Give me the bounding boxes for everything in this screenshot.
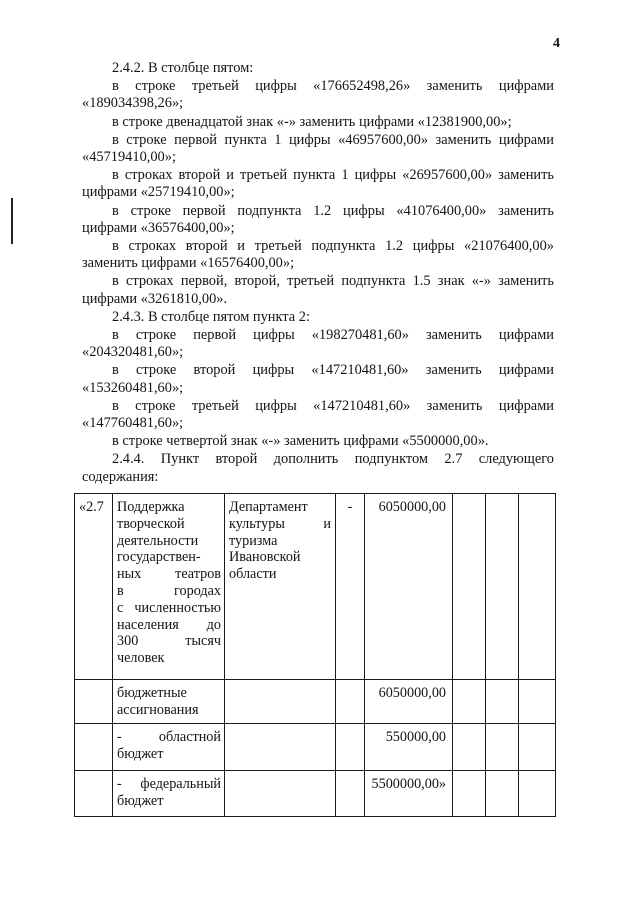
paragraph: в строках первой, второй, третьей подпункта 1.5 знак «-» заменить цифрами «3261810,00». (82, 273, 554, 307)
paragraph: 2.4.2. В столбце пятом: (112, 60, 254, 76)
row-dash (336, 771, 365, 817)
dept-line: культуры и (229, 515, 331, 532)
row-name: - федеральный бюджет (113, 771, 225, 817)
table-row (75, 724, 556, 771)
row-department (225, 494, 336, 680)
dept-line: туризма (229, 532, 278, 549)
dept-line: Ивановской (229, 549, 301, 566)
document-body (82, 60, 554, 486)
name-line: человек (117, 650, 165, 667)
row-amount: 550000,00 (365, 724, 453, 771)
name-line: государствен- (117, 549, 201, 566)
empty-cell (486, 680, 519, 724)
row-number (75, 724, 113, 771)
empty-cell (486, 771, 519, 817)
empty-cell (453, 680, 486, 724)
paragraph: в строке второй цифры «147210481,60» заменить цифрами «153260481,60»; (82, 362, 554, 396)
empty-cell (486, 724, 519, 771)
empty-cell (519, 724, 556, 771)
row-number (75, 771, 113, 817)
name-line: ных театров (117, 566, 221, 583)
paragraph: в строке первой пункта 1 цифры «46957600,00» заменить цифрами «45719410,00»; (82, 131, 554, 166)
row-department (225, 680, 336, 724)
paragraph: в строке четвертой знак «-» заменить цифрами «5500000,00». (112, 433, 489, 450)
name-line: 300 тысяч (117, 633, 221, 650)
row-dash (336, 724, 365, 771)
dept-line: Департамент (229, 499, 308, 515)
dept-line: области (229, 566, 277, 583)
paragraph: 2.4.3. В столбце пятом пункта 2: (112, 308, 310, 325)
row-amount: 6050000,00 (365, 680, 453, 724)
paragraph: в строке третьей цифры «147210481,60» заменить цифрами «147760481,60»; (82, 397, 554, 432)
table-row (75, 494, 556, 680)
paragraph: в строке первой цифры «198270481,60» заменить цифрами «204320481,60»; (82, 327, 554, 361)
empty-cell (519, 494, 556, 680)
row-amount: 6050000,00 (365, 494, 453, 680)
row-dash (336, 680, 365, 724)
name-line: с численностью (117, 599, 221, 616)
name-line: деятельности (117, 532, 199, 549)
row-amount: 5500000,00» (365, 771, 453, 817)
row-department (225, 724, 336, 771)
row-name: - областной бюджет (113, 724, 225, 771)
paragraph: в строках второй и третьей пункта 1 цифры «26957600,00» заменить цифрами «25719410,00»; (82, 167, 554, 201)
paragraph: в строках второй и третьей подпункта 1.2 цифры «21076400,00» заменить цифрами «16576400,00»; (82, 238, 554, 272)
name-line: творческой (117, 515, 185, 532)
empty-cell (486, 494, 519, 680)
empty-cell (453, 771, 486, 817)
name-line: Поддержка (117, 499, 185, 515)
empty-cell (519, 680, 556, 724)
name-line: населения до (117, 616, 221, 633)
empty-cell (519, 771, 556, 817)
margin-mark (11, 198, 13, 244)
paragraph: в строке первой подпункта 1.2 цифры «41076400,00» заменить цифрами «36576400,00»; (82, 202, 554, 236)
table-row (75, 771, 556, 817)
row-number (75, 680, 113, 724)
subprogram-table (74, 493, 556, 817)
row-dash: - (336, 494, 365, 680)
page-number: 4 (553, 36, 560, 51)
empty-cell (453, 724, 486, 771)
empty-cell (453, 494, 486, 680)
row-number: «2.7 (75, 494, 113, 680)
row-department (225, 771, 336, 817)
paragraph: в строке двенадцатой знак «-» заменить цифрами «12381900,00»; (112, 113, 512, 130)
row-name: бюджетные ассигнования (113, 680, 225, 724)
table-row (75, 680, 556, 724)
paragraph: в строке третьей цифры «176652498,26» заменить цифрами «189034398,26»; (82, 78, 554, 112)
name-line: в городах (117, 582, 221, 599)
paragraph: 2.4.4. Пункт второй дополнить подпунктом 2.7 следующего содержания: (82, 451, 554, 485)
row-name (113, 494, 225, 680)
